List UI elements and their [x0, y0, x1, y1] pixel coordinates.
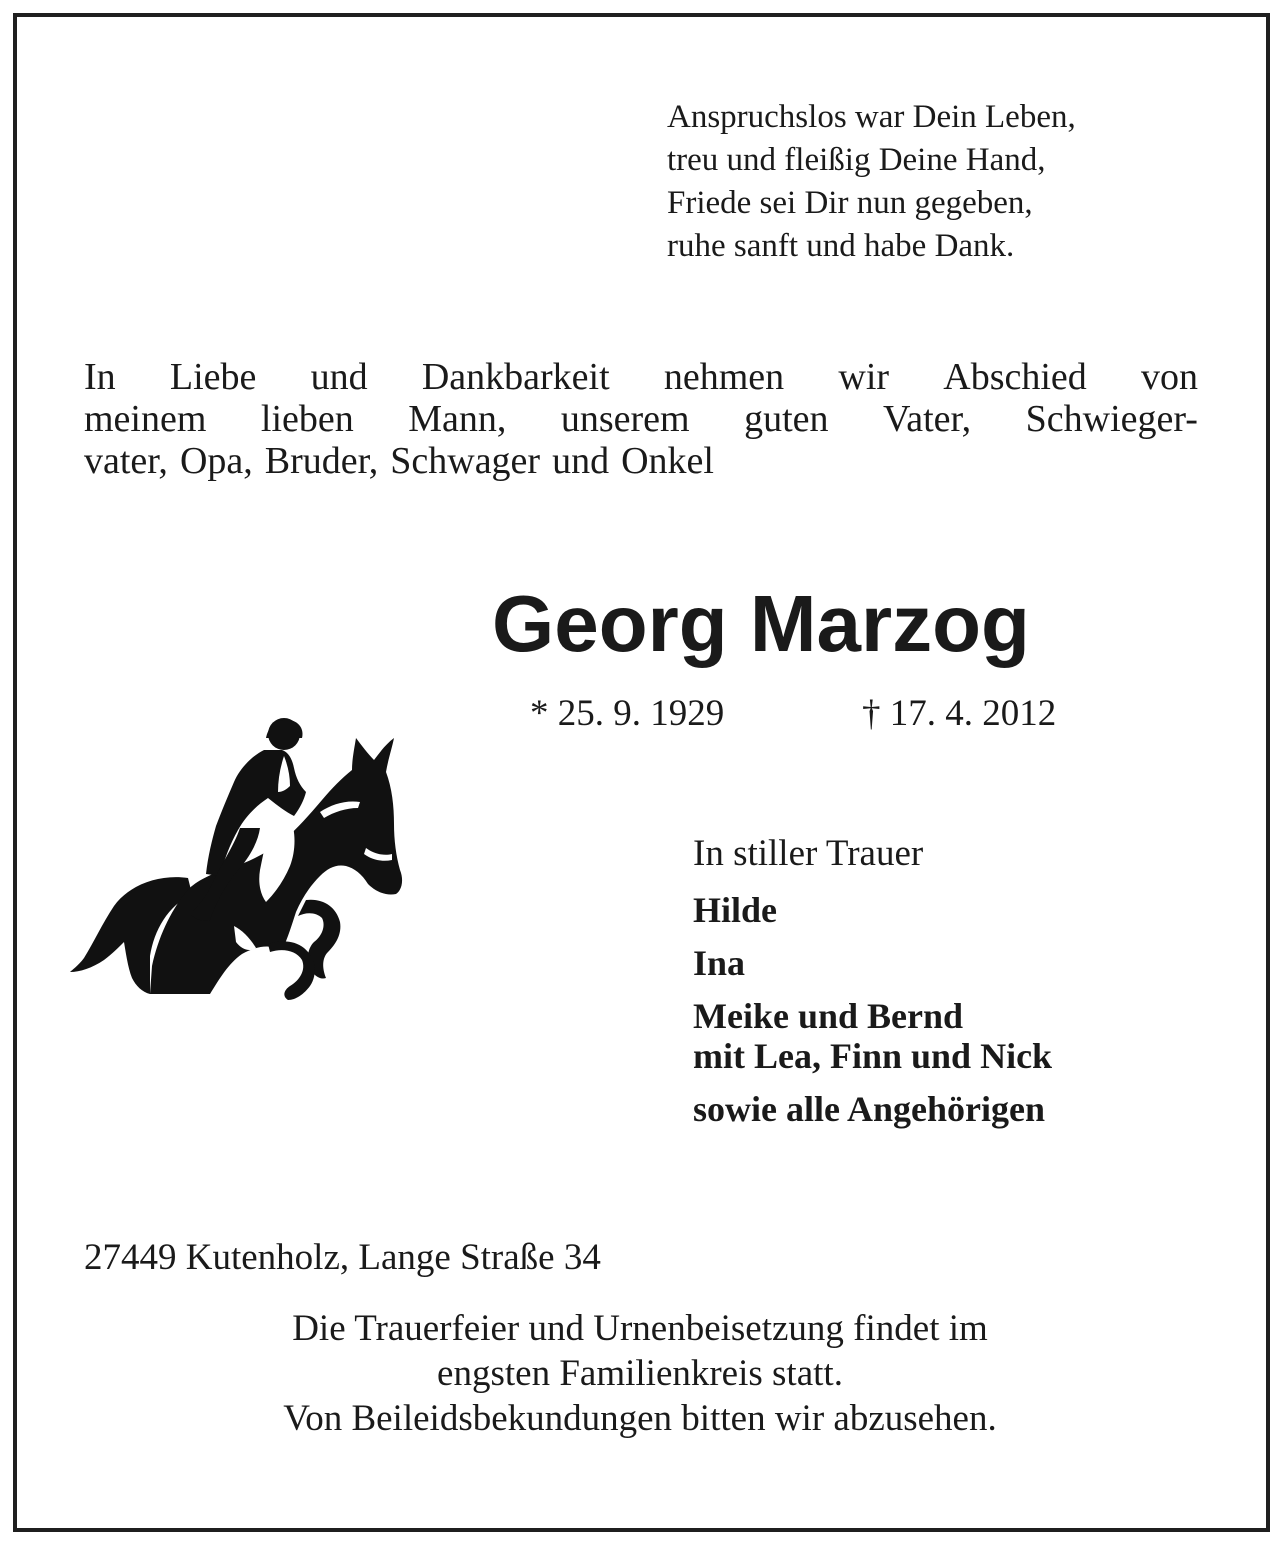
intro-word: nehmen: [663, 356, 785, 398]
intro-word: Schwager: [390, 440, 541, 482]
intro-word: Opa,: [179, 440, 253, 482]
intro-word: In: [84, 356, 116, 398]
intro-word: Onkel: [621, 440, 714, 482]
intro-word: Dankbarkeit: [421, 356, 610, 398]
verse-line: Friede sei Dir nun gegeben,: [667, 185, 1033, 221]
intro-word: Schwieger-: [1025, 398, 1198, 440]
mourners-heading: In stiller Trauer: [693, 833, 924, 874]
intro-word: wir: [838, 356, 890, 398]
mourners-block: [693, 830, 1052, 1129]
intro-word: und: [310, 356, 368, 398]
intro-line-2: [84, 398, 1198, 440]
notice-line: Von Beileidsbekundungen bitten wir abzusehen.: [283, 1398, 997, 1439]
rider-silhouette: [70, 718, 402, 1000]
horse-rider-jumping-icon: [70, 716, 404, 1000]
intro-word: vater,: [84, 440, 168, 482]
funeral-notice: [70, 1306, 1210, 1441]
verse-line: Anspruchslos war Dein Leben,: [667, 99, 1076, 135]
intro-word: meinem: [84, 398, 207, 440]
intro-word: guten: [744, 398, 829, 440]
mourner-name: Ina: [693, 943, 746, 983]
notice-line: Die Trauerfeier und Urnenbeisetzung findet im: [292, 1308, 988, 1349]
intro-word: von: [1141, 356, 1198, 398]
intro-paragraph: [84, 356, 1198, 482]
intro-word: Liebe: [169, 356, 257, 398]
birth-date: * 25. 9. 1929: [530, 693, 725, 734]
verse-line: ruhe sanft und habe Dank.: [667, 228, 1015, 264]
death-date: † 17. 4. 2012: [862, 693, 1057, 734]
intro-word: Abschied: [943, 356, 1087, 398]
intro-line-1: [84, 356, 1198, 398]
deceased-name: Georg Marzog: [492, 579, 1030, 668]
mourner-name: sowie alle Angehörigen: [693, 1089, 1045, 1129]
intro-word: unserem: [560, 398, 690, 440]
family-address: 27449 Kutenholz, Lange Straße 34: [84, 1237, 601, 1278]
intro-line-3: [84, 440, 1198, 482]
intro-word: Vater,: [883, 398, 972, 440]
intro-word: lieben: [260, 398, 354, 440]
mourner-name: Hilde: [693, 890, 778, 930]
intro-word: Mann,: [408, 398, 507, 440]
notice-line: engsten Familienkreis statt.: [437, 1353, 843, 1394]
intro-word: Bruder,: [264, 440, 379, 482]
intro-word: und: [552, 440, 610, 482]
mourner-name: mit Lea, Finn und Nick: [693, 1036, 1053, 1076]
memorial-verse: [667, 96, 1076, 268]
mourner-name: Meike und Bernd: [693, 996, 964, 1036]
verse-line: treu und fleißig Deine Hand,: [667, 142, 1046, 178]
